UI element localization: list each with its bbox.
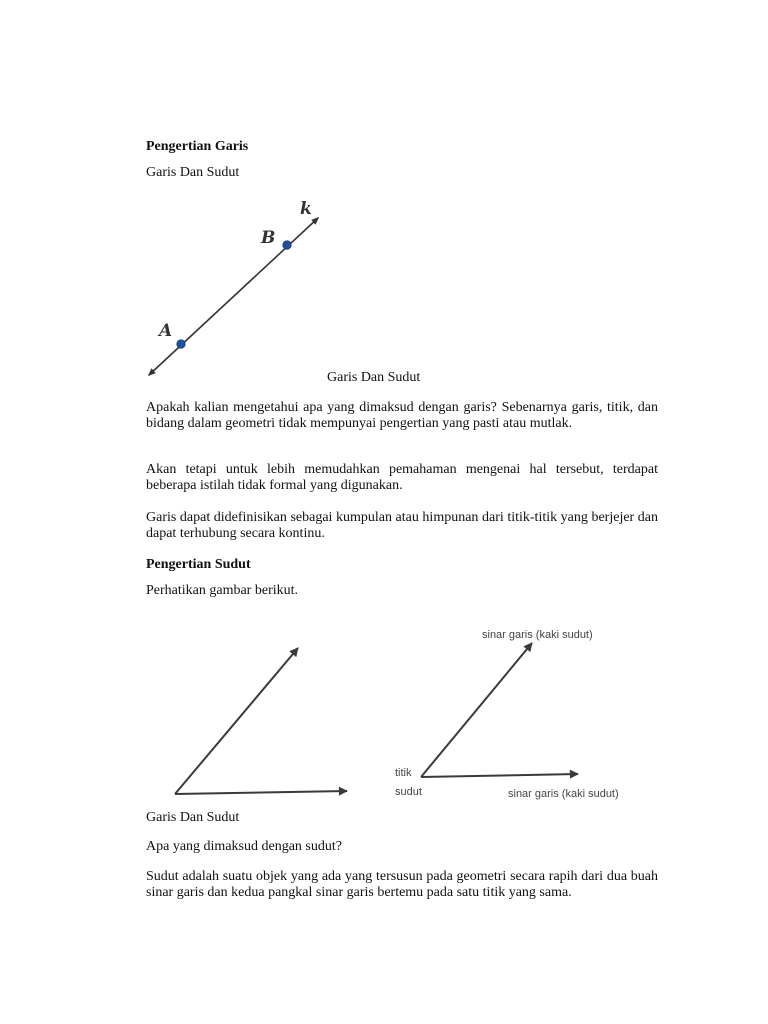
label-b: B [261, 228, 276, 248]
subtitle-garis-dan-sudut: Garis Dan Sudut [146, 165, 240, 180]
angle-figure [140, 620, 660, 805]
left-angle-ray-lower [175, 791, 347, 794]
paragraph-garis-2: Akan tetapi untuk lebih memudahkan pemahaman mengenai hal tersebut, terdapat beberapa istilah tidak formal yang digunakan. [146, 462, 658, 493]
paragraph-sudut-definition: Sudut adalah suatu objek yang ada yang tersusun pada geometri secara rapih dari dua buah sinar garis dan kedua pangkal sinar garis bertemu pada satu titik yang sama. [146, 869, 658, 900]
label-ray-bottom: sinar garis (kaki sudut) [508, 788, 619, 800]
paragraph-garis-1: Apakah kalian mengetahui apa yang dimaksud dengan garis? Sebenarnya garis, titik, dan bidang dalam geometri tidak mempunyai pengertian yang pasti atau mutlak. [146, 400, 658, 431]
heading-pengertian-garis: Pengertian Garis [146, 139, 249, 154]
label-vertex-titik: titik [395, 767, 412, 779]
intro-perhatikan: Perhatikan gambar berikut. [146, 583, 299, 598]
label-a: A [159, 321, 173, 341]
caption-angle-figure: Garis Dan Sudut [146, 810, 240, 825]
question-sudut: Apa yang dimaksud dengan sudut? [146, 839, 342, 854]
line-figure [140, 190, 340, 385]
caption-line-figure: Garis Dan Sudut [327, 370, 421, 385]
label-vertex-sudut: sudut [395, 786, 422, 798]
point-a [177, 340, 185, 348]
point-b [283, 241, 291, 249]
heading-pengertian-sudut: Pengertian Sudut [146, 557, 251, 572]
paragraph-garis-3: Garis dapat didefinisikan sebagai kumpulan atau himpunan dari titik-titik yang berjejer dan dapat terhubung secara kontinu. [146, 510, 658, 541]
left-angle-ray-upper [175, 648, 298, 794]
line-k [149, 218, 318, 375]
label-ray-top: sinar garis (kaki sudut) [482, 629, 593, 641]
label-k: k [300, 199, 312, 219]
right-angle-ray-upper [421, 643, 532, 777]
right-angle-ray-lower [421, 774, 578, 777]
